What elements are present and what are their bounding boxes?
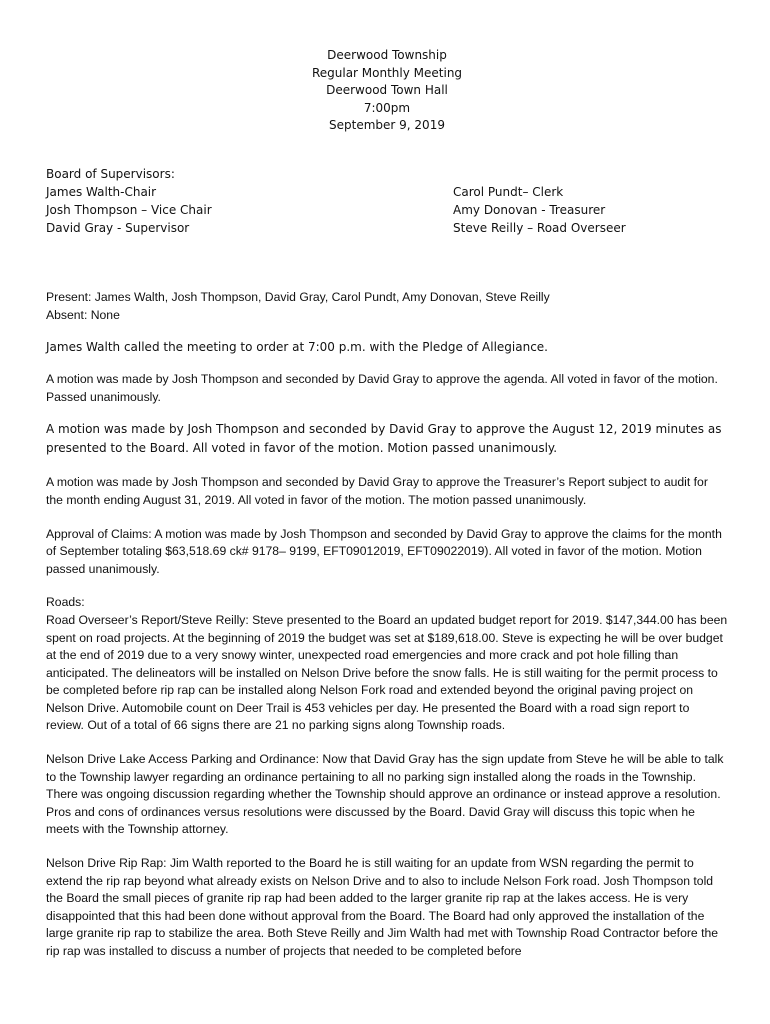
board-title: Board of Supervisors: [46,166,175,181]
treasurer-motion-paragraph: A motion was made by Josh Thompson and seconded by David Gray to approve the Treasurer’s Report subject to audit for the month ending August 31, 2019. All voted in favor of the motion. The motion passed unanimously. [46,475,708,507]
lake-access-paragraph: Nelson Drive Lake Access Parking and Ordinance: Now that David Gray has the sign update from Steve he will be able to talk to the Township lawyer regarding an ordinance pertaining to all no parking sign installed along the roads in the Township. There was ongoing discussion regarding whether the Township should approve an ordinance or instead approve a resolution. Pros and cons of ordinances versus resolutions were discussed by the Board. David Gray will discuss this topic when he meets with the Township attorney. [46,752,724,837]
meeting-type: Regular Monthly Meeting [311,65,463,80]
roads-heading: Roads: [46,595,85,610]
board-officer: Steve Reilly – Road Overseer [453,220,626,235]
minutes-motion-paragraph: A motion was made by Josh Thompson and seconded by David Gray to approve the August 12, 2019 minutes as presented to the Board. All voted in favor of the motion. Motion passed unanimously. [46,422,722,456]
township-name: Deerwood Township [327,48,447,62]
attendance [46,289,728,324]
meeting-header [46,47,728,135]
road-overseer-report-paragraph: Road Overseer’s Report/Steve Reilly: Steve presented to the Board an updated budget report for 2019. $147,344.00 has been spent on road projects. At the beginning of 2019 the budget was set at $189,618.00. Steve is expecting he will be over budget at the end of 2019 due to a very snowy winter, unexpected road emergencies and more crack and pot hole filling than anticipated. The delineators will be installed on Nelson Drive before the snow falls. He is still waiting for the permit process to be completed before rip rap can be installed along Nelson Fork road and extended beyond the original paving project on Nelson Drive. Automobile count on Deer Trail is 453 vehicles per day. He presented the Board with a road sign report to review. Out of a total of 66 signs there are 21 no parking signs along Township roads. [46,612,728,733]
board-member: James Walth-Chair [46,184,157,199]
agenda-motion-paragraph: A motion was made by Josh Thompson and seconded by David Gray to approve the agenda. All voted in favor of the motion. Passed unanimously. [46,372,718,404]
meeting-date: September 9, 2019 [329,118,445,133]
absent-list: Absent: None [46,307,120,322]
board-officer: Amy Donovan - Treasurer [453,202,606,217]
board-member: Josh Thompson – Vice Chair [46,202,212,217]
board-officer: Carol Pundt– Clerk [453,184,564,199]
rip-rap-paragraph: Nelson Drive Rip Rap: Jim Walth reported to the Board he is still waiting for an update from WSN regarding the permit to extend the rip rap beyond what already exists on Nelson Drive and to also to include Nelson Fork road. Josh Thompson told the Board the small pieces of granite rip rap had been added to the larger granite rip rap at the lakes access. He is very disappointed that this had been done without approval from the Board. The Board had only approved the installation of the large granite rip rap to stabilize the area. Both Steve Reilly and Jim Walth had met with Township Road Contractor before the rip rap was installed to discuss a number of projects that needed to be completed before [46,856,719,958]
meeting-time: 7:00pm [363,100,411,115]
claims-motion-paragraph: Approval of Claims: A motion was made by Josh Thompson and seconded by David Gray to approve the claims for the month of September totaling $63,518.69 ck# 9178– 9199, EFT09012019, EFT09022019). All voted in favor of the motion. Motion passed unanimously. [46,526,722,576]
meeting-location: Deerwood Town Hall [326,83,448,98]
board-roster [46,165,728,237]
present-list: Present: James Walth, Josh Thompson, David Gray, Carol Pundt, Amy Donovan, Steve Reilly [46,289,550,304]
board-right-column [453,183,626,237]
board-left-column [46,165,212,237]
board-member: David Gray - Supervisor [46,220,190,235]
call-to-order-paragraph: James Walth called the meeting to order at 7:00 p.m. with the Pledge of Allegiance. [46,340,548,355]
